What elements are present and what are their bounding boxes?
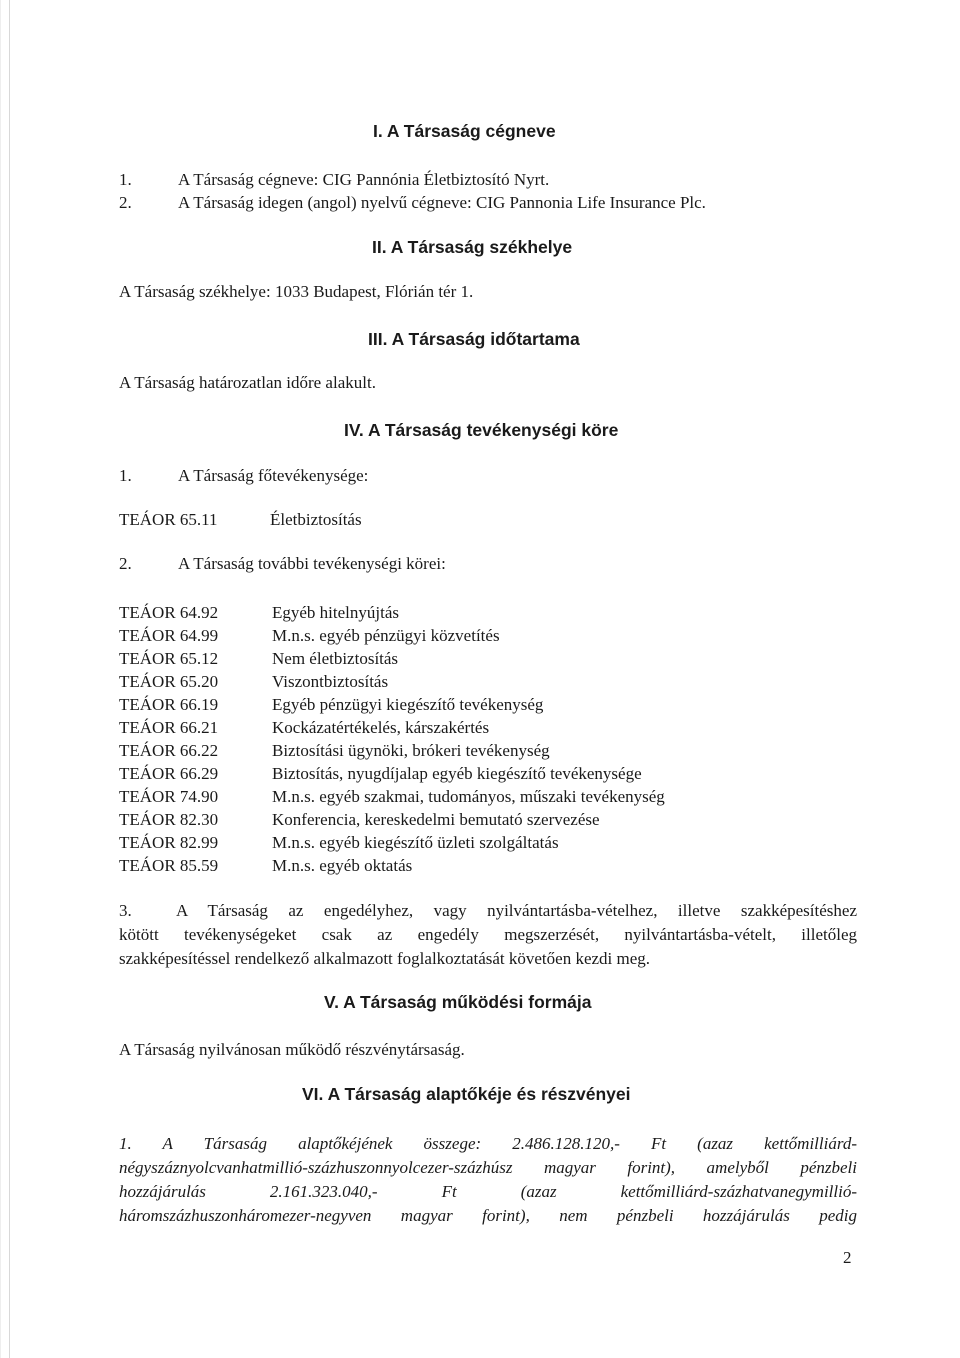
activity-code: TEÁOR 65.12 — [119, 649, 219, 668]
activity-code: TEÁOR 74.90 — [119, 787, 219, 806]
main-activity-code: TEÁOR 65.11 — [119, 510, 218, 529]
scan-edge — [0, 0, 1, 1358]
page-number: 2 — [843, 1248, 852, 1267]
other-activities-label: A Társaság további tevékenységi körei: — [178, 554, 446, 573]
activity-desc: Kockázatértékelés, kárszakértés — [272, 718, 490, 737]
seat-text: A Társaság székhelye: 1033 Budapest, Flórián tér 1. — [119, 282, 474, 301]
activity-code: TEÁOR 64.92 — [119, 603, 219, 622]
capital-paragraph-line: háromszázhuszonháromezer-negyven magyar forint), nem pénzbeli hozzájárulás pedig — [119, 1206, 857, 1225]
item-number: 3. — [119, 901, 132, 920]
section-heading-3: III. A Társaság időtartama — [368, 329, 580, 349]
activity-code: TEÁOR 64.99 — [119, 626, 219, 645]
activity-desc: Viszontbiztosítás — [272, 672, 389, 691]
licence-paragraph-line: szakképesítéssel rendelkező alkalmazott foglalkoztatását követően kezdi meg. — [119, 949, 651, 968]
main-activity-desc: Életbiztosítás — [270, 510, 362, 529]
activity-desc: M.n.s. egyéb szakmai, tudományos, műszaki tevékenység — [272, 787, 665, 806]
company-name-en-line: A Társaság idegen (angol) nyelvű cégneve: CIG Pannonia Life Insurance Plc. — [178, 193, 706, 212]
activity-desc: M.n.s. egyéb oktatás — [272, 856, 413, 875]
duration-text: A Társaság határozatlan időre alakult. — [119, 373, 376, 392]
licence-paragraph-line: A Társaság az engedélyhez, vagy nyilvántartásba-vételhez, illetve szakképesítéshez — [176, 901, 857, 920]
activity-desc: Egyéb hitelnyújtás — [272, 603, 400, 622]
activity-desc: Konferencia, kereskedelmi bemutató szervezése — [272, 810, 600, 829]
section-heading-4: IV. A Társaság tevékenységi köre — [344, 420, 619, 440]
activity-desc: M.n.s. egyéb pénzügyi közvetítés — [272, 626, 500, 645]
activity-desc: Biztosítás, nyugdíjalap egyéb kiegészítő tevékenysége — [272, 764, 642, 783]
company-name-line: A Társaság cégneve: CIG Pannónia Életbiztosító Nyrt. — [178, 170, 550, 189]
activity-code: TEÁOR 66.21 — [119, 718, 219, 737]
activity-code: TEÁOR 85.59 — [119, 856, 219, 875]
activity-desc: Nem életbiztosítás — [272, 649, 399, 668]
section-heading-6: VI. A Társaság alaptőkéje és részvényei — [302, 1084, 631, 1104]
activity-desc-list — [272, 601, 665, 877]
operation-form-text: A Társaság nyilvánosan működő részvénytársaság. — [119, 1040, 465, 1059]
main-activity-label: A Társaság főtevékenysége: — [178, 466, 369, 485]
section-heading-1: I. A Társaság cégneve — [373, 121, 556, 141]
licence-paragraph-line: kötött tevékenységeket csak az engedély megszerzését, nyilvántartásba-vételt, illetőleg — [119, 925, 857, 944]
activity-desc: M.n.s. egyéb kiegészítő üzleti szolgáltatás — [272, 833, 559, 852]
activity-code: TEÁOR 82.30 — [119, 810, 219, 829]
activity-desc: Egyéb pénzügyi kiegészítő tevékenység — [272, 695, 544, 714]
activity-code: TEÁOR 65.20 — [119, 672, 219, 691]
activity-desc: Biztosítási ügynöki, brókeri tevékenység — [272, 741, 550, 760]
activity-code: TEÁOR 66.22 — [119, 741, 219, 760]
section-heading-2: II. A Társaság székhelye — [372, 237, 573, 257]
scan-edge-line — [9, 0, 10, 1358]
activity-code: TEÁOR 66.19 — [119, 695, 219, 714]
activity-code-list — [119, 601, 218, 877]
capital-paragraph-line: négyszáznyolcvanhatmillió-százhuszonnyolcezer-százhúsz magyar forint), amelyből pénzbeli — [119, 1158, 857, 1177]
activity-code: TEÁOR 66.29 — [119, 764, 219, 783]
activity-code: TEÁOR 82.99 — [119, 833, 219, 852]
item-number: 2. — [119, 193, 132, 212]
capital-paragraph-line: 1. A Társaság alaptőkéjének összege: 2.486.128.120,- Ft (azaz kettőmilliárd- — [119, 1134, 857, 1153]
capital-paragraph-line: hozzájárulás 2.161.323.040,- Ft (azaz kettőmilliárd-százhatvanegymillió- — [119, 1182, 857, 1201]
section-heading-5: V. A Társaság működési formája — [324, 992, 592, 1012]
item-number: 2. — [119, 554, 132, 573]
item-number: 1. — [119, 170, 132, 189]
item-number: 1. — [119, 466, 132, 485]
